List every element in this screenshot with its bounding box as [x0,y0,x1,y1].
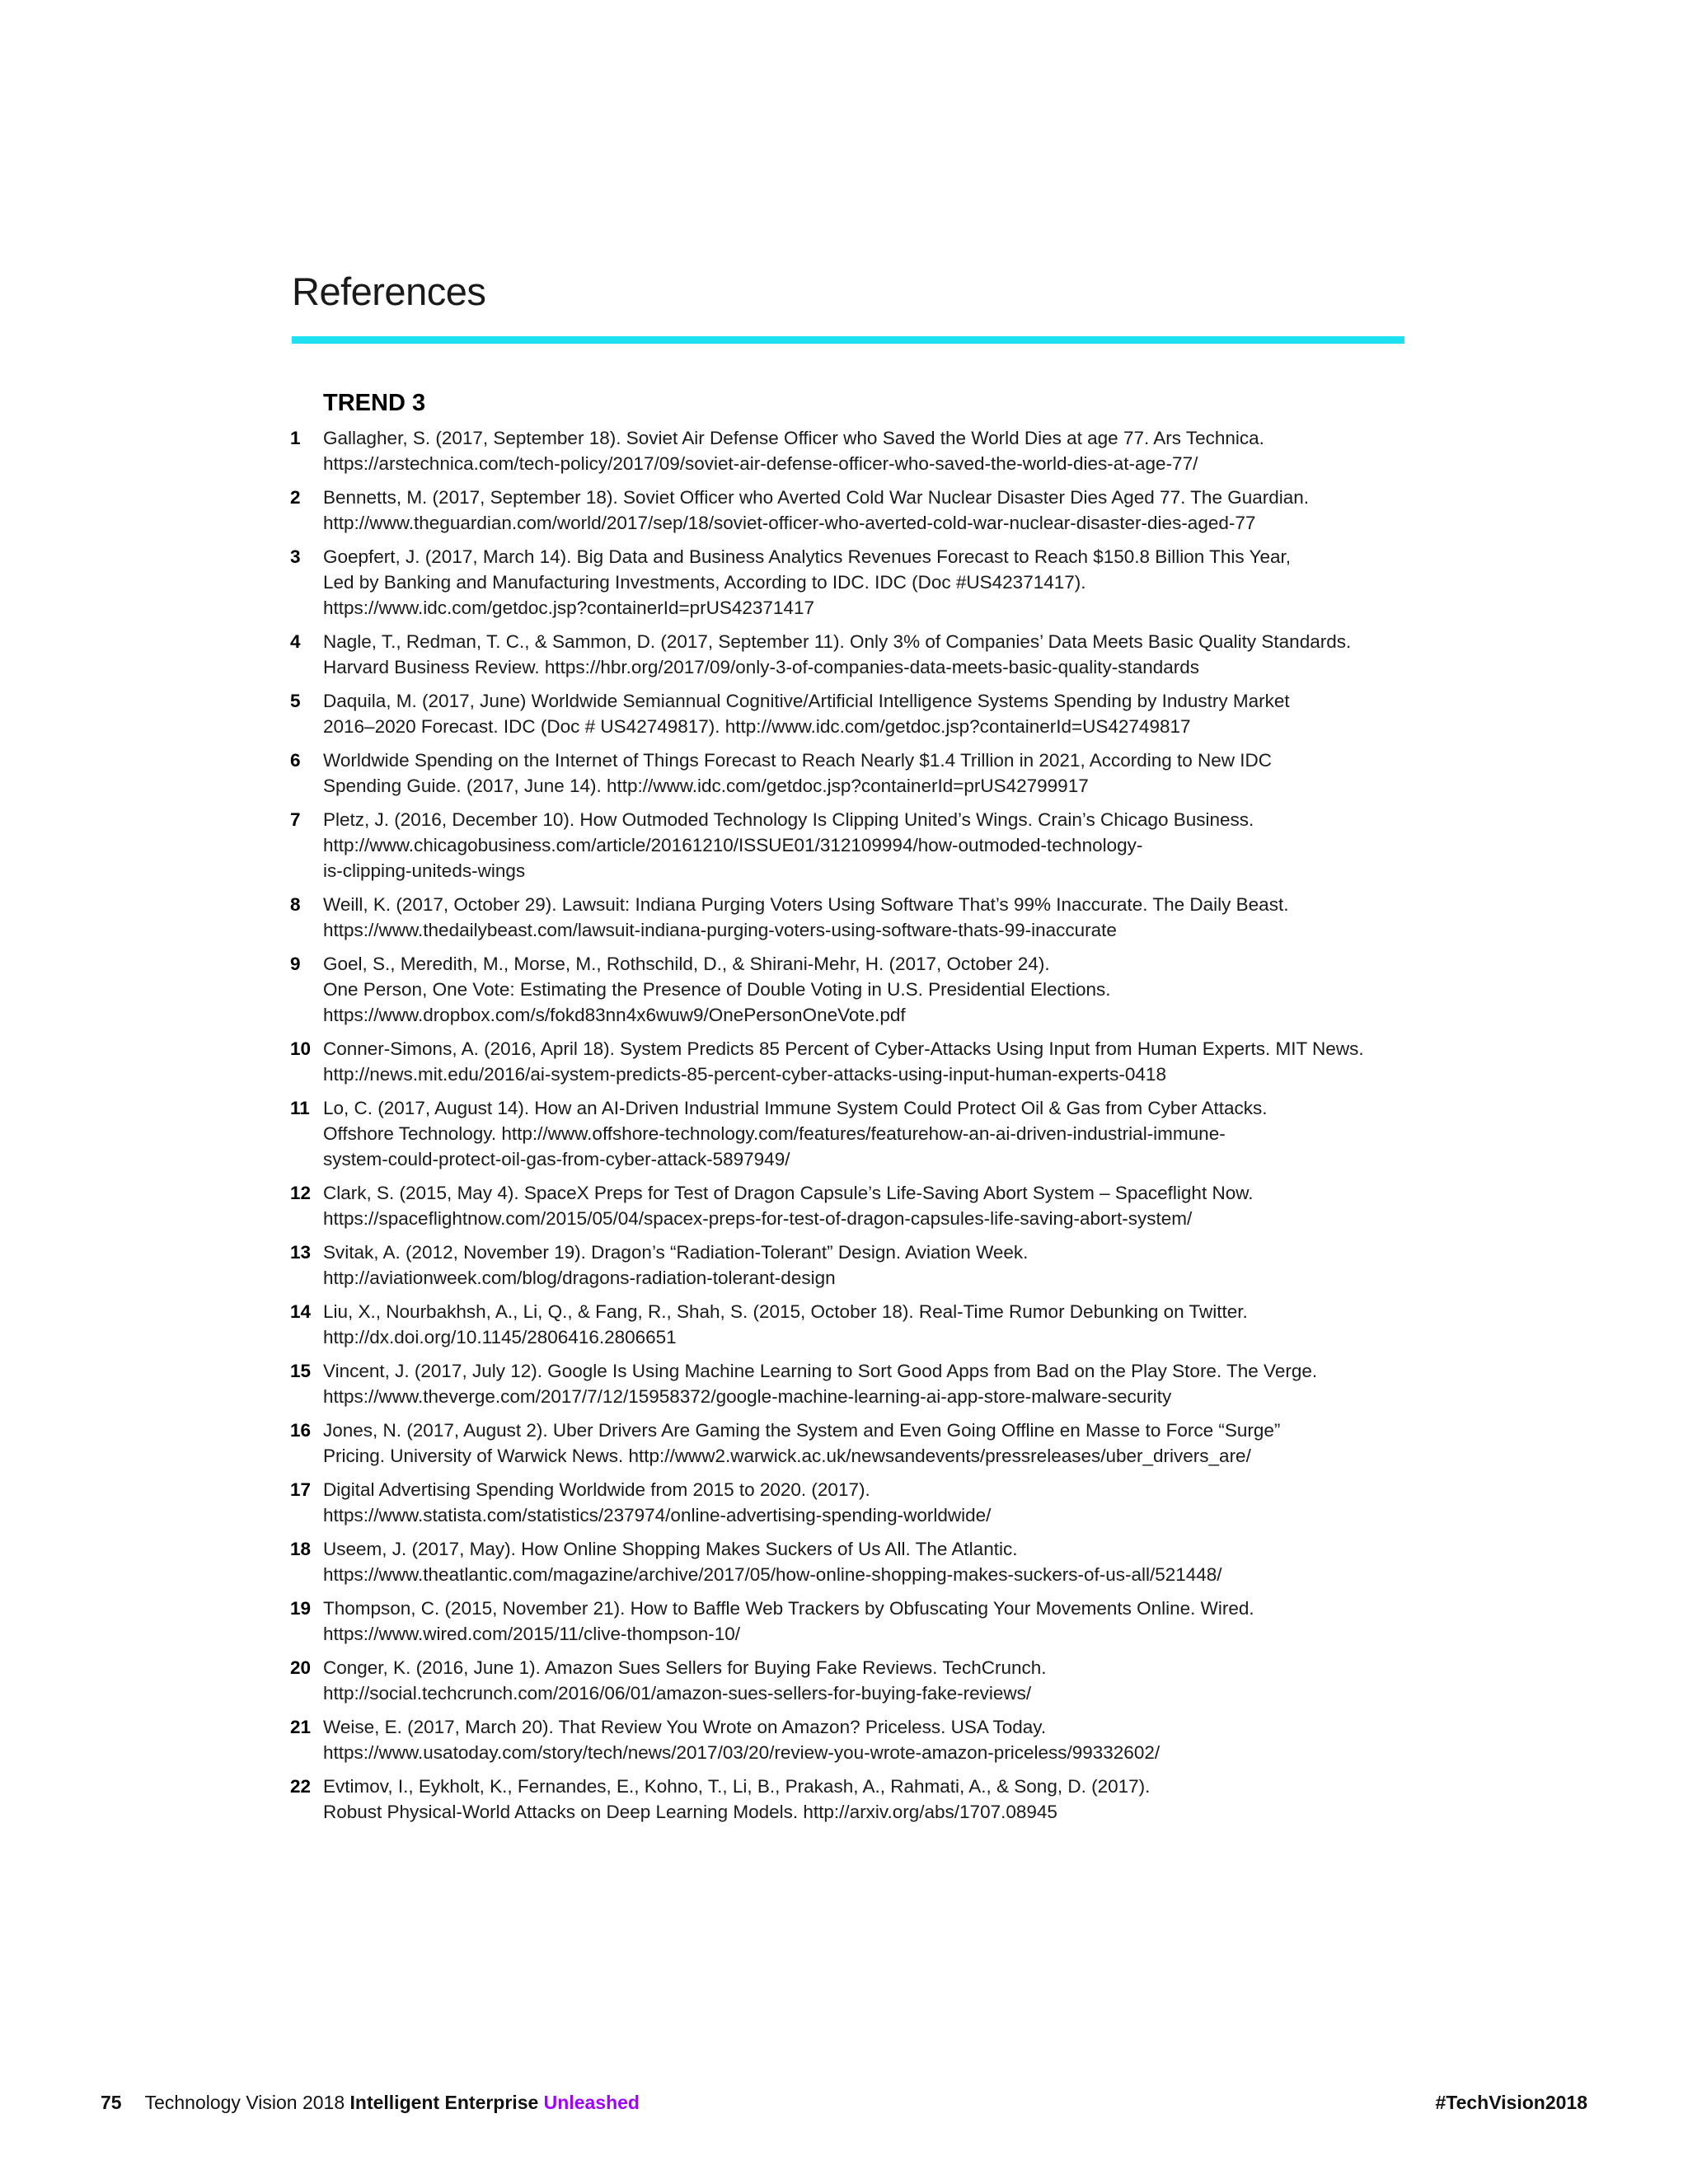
reference-item [290,1240,1411,1291]
reference-item [290,1774,1411,1825]
reference-item [290,807,1411,883]
reference-text: Conner-Simons, A. (2016, April 18). System Predicts 85 Percent of Cyber-Attacks Using Input from Human Experts. MIT News. http://news.mit.edu/2016/ai-system-predicts-85-percent-cyber-attacks-using-input-human-experts-0418 [323,1038,1364,1085]
reference-item [290,1036,1411,1087]
reference-item [290,892,1411,943]
reference-number: 12 [290,1183,312,1203]
reference-item [290,748,1411,799]
reference-text: Pletz, J. (2016, December 10). How Outmoded Technology Is Clipping United’s Wings. Crain’s Chicago Business. http://www.chicagobusiness.com/article/20161210/ISSUE01/312109994/how-outmoded-technology- is-clipping-uniteds-wings [323,809,1254,881]
publication-name: Technology Vision 2018 [144,2092,345,2113]
reference-item [290,1655,1411,1706]
reference-list [290,425,1411,1833]
reference-number: 17 [290,1479,312,1500]
reference-text: Vincent, J. (2017, July 12). Google Is Using Machine Learning to Sort Good Apps from Bad on the Play Store. The Verge. https://www.theverge.com/2017/7/12/15958372/google-machine-learning-ai-app-store-malware-security [323,1361,1318,1407]
reference-item [290,1358,1411,1409]
reference-text: Clark, S. (2015, May 4). SpaceX Preps for Test of Dragon Capsule’s Life-Saving Abort System – Spaceflight Now. https://spaceflightnow.com/2015/05/04/spacex-preps-for-test-of-dragon-capsules-life-saving-abort-system/ [323,1183,1254,1229]
reference-number: 19 [290,1598,312,1619]
reference-text: Lo, C. (2017, August 14). How an AI-Driven Industrial Immune System Could Protect Oil & Gas from Cyber Attacks. Offshore Technology. http://www.offshore-technology.com/features/featurehow-an-ai-driven-industrial-immune- system-could-protect-oil-gas-from-cyber-attack-5897949/ [323,1098,1268,1169]
reference-number: 16 [290,1420,312,1441]
reference-item [290,544,1411,621]
reference-item [290,951,1411,1028]
footer-left [101,2092,640,2114]
reference-item [290,425,1411,476]
publication-title-accent: Unleashed [543,2092,640,2113]
reference-text: Liu, X., Nourbakhsh, A., Li, Q., & Fang, R., Shah, S. (2015, October 18). Real-Time Rumor Debunking on Twitter. http://dx.doi.org/10.1145/2806416.2806651 [323,1301,1248,1347]
reference-text: Daquila, M. (2017, June) Worldwide Semiannual Cognitive/Artificial Intelligence Systems Spending by Industry Market 2016–2020 Forecast. IDC (Doc # US42749817). http://www.idc.com/getdoc.jsp?containerId=US42749817 [323,691,1290,737]
reference-number: 15 [290,1361,312,1381]
publication-title-bold: Intelligent Enterprise [349,2092,539,2113]
reference-item [290,1536,1411,1587]
reference-item [290,688,1411,739]
reference-text: Thompson, C. (2015, November 21). How to Baffle Web Trackers by Obfuscating Your Movements Online. Wired. https://www.wired.com/2015/11/clive-thompson-10/ [323,1598,1254,1644]
reference-number: 4 [290,631,301,652]
reference-text: Goel, S., Meredith, M., Morse, M., Rothschild, D., & Shirani-Mehr, H. (2017, October 24). One Person, One Vote: Estimating the Presence of Double Voting in U.S. Presidential Elections. https://www.dropbox.com/s/fokd83nn4x6wuw9/OnePersonOneVote.pdf [323,954,1111,1025]
reference-item [290,629,1411,680]
reference-number: 21 [290,1717,312,1737]
reference-number: 10 [290,1038,312,1059]
reference-number: 22 [290,1776,312,1797]
page-number: 75 [101,2092,122,2113]
reference-text: Jones, N. (2017, August 2). Uber Drivers Are Gaming the System and Even Going Offline en Masse to Force “Surge” Pricing. University of Warwick News. http://www2.warwick.ac.uk/newsandevents/pressreleases/uber_drivers_are/ [323,1420,1281,1466]
reference-text: Worldwide Spending on the Internet of Things Forecast to Reach Nearly $1.4 Trillion in 2021, According to New IDC Spending Guide. (2017, June 14). http://www.idc.com/getdoc.jsp?containerId=prUS42799917 [323,750,1273,796]
reference-text: Conger, K. (2016, June 1). Amazon Sues Sellers for Buying Fake Reviews. TechCrunch. http://social.techcrunch.com/2016/06/01/amazon-sues-sellers-for-buying-fake-reviews/ [323,1657,1047,1704]
reference-item [290,1180,1411,1231]
reference-number: 5 [290,691,301,711]
reference-text: Svitak, A. (2012, November 19). Dragon’s “Radiation-Tolerant” Design. Aviation Week. http://aviationweek.com/blog/dragons-radiation-tolerant-design [323,1242,1029,1288]
reference-number: 6 [290,750,301,771]
reference-number: 18 [290,1539,312,1559]
reference-item [290,1477,1411,1528]
reference-text: Digital Advertising Spending Worldwide from 2015 to 2020. (2017). https://www.statista.com/statistics/237974/online-advertising-spending-worldwide/ [323,1479,992,1526]
reference-text: Goepfert, J. (2017, March 14). Big Data and Business Analytics Revenues Forecast to Reach $150.8 Billion This Year, Led by Banking and Manufacturing Investments, According to IDC. IDC (Doc #US42371417). https://www.idc.com/getdoc.jsp?containerId=prUS42371417 [323,546,1291,618]
reference-text: Nagle, T., Redman, T. C., & Sammon, D. (2017, September 11). Only 3% of Companies’ Data Meets Basic Quality Standards. Harvard Business Review. https://hbr.org/2017/09/only-3-of-companies-data-meets-basic-quality-standards [323,631,1352,677]
reference-number: 14 [290,1301,312,1322]
reference-text: Useem, J. (2017, May). How Online Shopping Makes Suckers of Us All. The Atlantic. https://www.theatlantic.com/magazine/archive/2017/05/how-online-shopping-makes-suckers-of-us-all/521448/ [323,1539,1222,1585]
reference-item [290,1418,1411,1469]
reference-number: 9 [290,954,301,974]
reference-number: 13 [290,1242,312,1263]
reference-item [290,1095,1411,1172]
reference-item [290,485,1411,536]
reference-number: 11 [290,1098,310,1118]
reference-item [290,1596,1411,1647]
reference-text: Evtimov, I., Eykholt, K., Fernandes, E., Kohno, T., Li, B., Prakash, A., Rahmati, A., & Song, D. (2017). Robust Physical-World Attacks on Deep Learning Models. http://arxiv.org/abs/1707.08945 [323,1776,1151,1822]
reference-item [290,1714,1411,1765]
reference-text: Weill, K. (2017, October 29). Lawsuit: Indiana Purging Voters Using Software That’s 99% Inaccurate. The Daily Beast. https://www.thedailybeast.com/lawsuit-indiana-purging-voters-using-software-thats-99-inaccurate [323,894,1289,940]
reference-number: 1 [290,428,301,448]
reference-number: 20 [290,1657,312,1678]
footer-hashtag: #TechVision2018 [1435,2092,1587,2113]
page-title: References [292,269,486,313]
reference-text: Weise, E. (2017, March 20). That Review You Wrote on Amazon? Priceless. USA Today. https://www.usatoday.com/story/tech/news/2017/03/20/review-you-wrote-amazon-priceless/99332602/ [323,1717,1160,1763]
section-heading: TREND 3 [323,390,426,416]
reference-number: 2 [290,487,301,508]
reference-item [290,1299,1411,1350]
reference-text: Gallagher, S. (2017, September 18). Soviet Air Defense Officer who Saved the World Dies at age 77. Ars Technica. https://arstechnica.com/tech-policy/2017/09/soviet-air-defense-officer-who-saved-the-world-dies-at-age-77/ [323,428,1264,474]
reference-number: 7 [290,809,301,830]
reference-text: Bennetts, M. (2017, September 18). Soviet Officer who Averted Cold War Nuclear Disaster Dies Aged 77. The Guardian. http://www.theguardian.com/world/2017/sep/18/soviet-officer-who-averted-cold-war-nuclear-disaster-dies-aged-77 [323,487,1310,533]
reference-number: 8 [290,894,301,915]
reference-number: 3 [290,546,301,567]
title-accent-rule [292,336,1404,344]
